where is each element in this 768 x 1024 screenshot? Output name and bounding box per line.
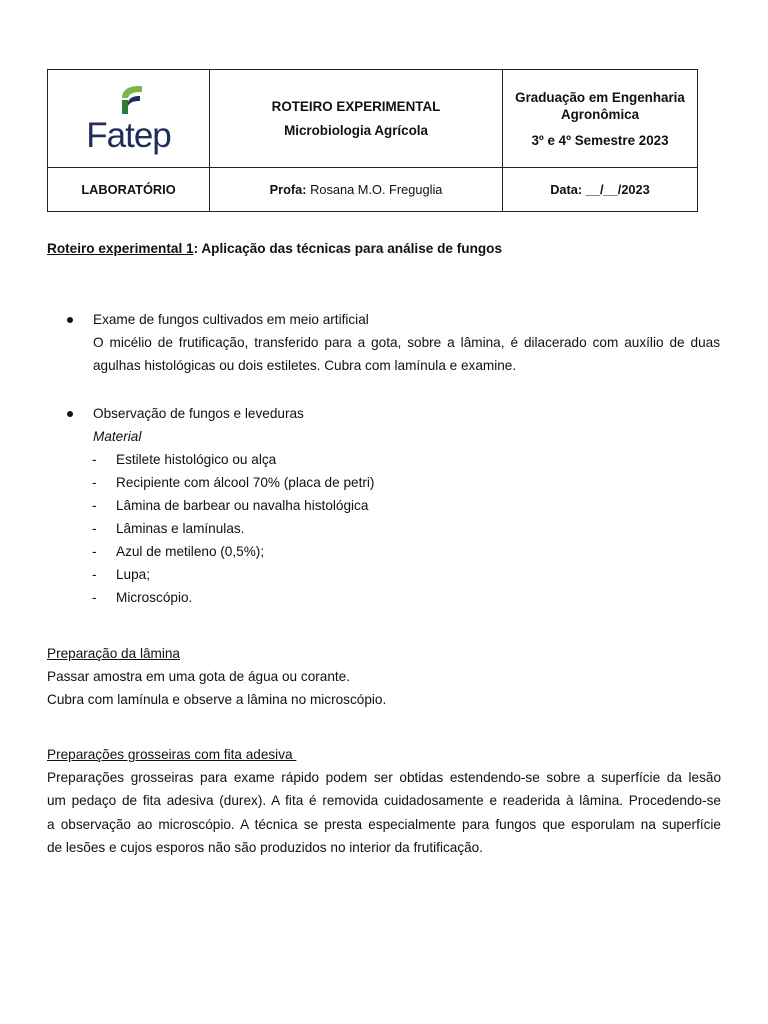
- section1-bullet-text: Exame de fungos cultivados em meio artificial: [93, 312, 369, 327]
- bullet-icon: [67, 411, 73, 417]
- list-dash: -: [92, 590, 97, 605]
- fita-line-1: Preparações grosseiras para exame rápido podem ser obtidas estendendo-se sobre a superfície da lesão: [47, 770, 721, 785]
- fatep-logo: [48, 84, 209, 154]
- document-subtitle: Microbiologia Agrícola: [284, 123, 428, 138]
- fatep-leaf-icon: [118, 84, 146, 116]
- list-dash: -: [92, 452, 97, 467]
- list-dash: -: [92, 567, 97, 582]
- preparacao-heading: Preparação da lâmina: [47, 646, 180, 661]
- fita-line-3: a observação ao microscópio. A técnica se presta especialmente para fungos que esporulam na superfície: [47, 817, 721, 832]
- list-item: Azul de metileno (0,5%);: [116, 544, 265, 559]
- date-field: Data: __/__/2023: [550, 182, 650, 197]
- title-cell: [210, 70, 503, 168]
- document-title: ROTEIRO EXPERIMENTAL: [271, 99, 441, 114]
- preparacao-line-1: Passar amostra em uma gota de água ou corante.: [47, 669, 351, 684]
- list-item: Lâmina de barbear ou navalha histológica: [116, 498, 369, 513]
- section1-line-1: O micélio de frutificação, transferido para a gota, sobre a lâmina, é dilacerado com auxílio de duas: [93, 335, 720, 350]
- fita-line-4: de lesões e cujos esporos não são produzidos no interior da frutificação.: [47, 840, 484, 855]
- material-label: Material: [93, 429, 142, 444]
- header-table: [47, 69, 698, 212]
- preparacao-line-2: Cubra com lamínula e observe a lâmina no microscópio.: [47, 692, 387, 707]
- section1-line-2: agulhas histológicas ou dois estiletes. Cubra com lamínula e examine.: [93, 358, 517, 373]
- logo-cell: [48, 70, 210, 168]
- lab-label: LABORATÓRIO: [81, 182, 176, 197]
- date-cell: [503, 168, 698, 212]
- list-dash: -: [92, 521, 97, 536]
- fita-heading: Preparações grosseiras com fita adesiva: [47, 747, 297, 762]
- prof-label: Profa:: [269, 182, 307, 197]
- course-cell: [503, 70, 698, 168]
- logo-wordmark: Fatep: [86, 115, 171, 155]
- list-dash: -: [92, 544, 97, 559]
- prof-name: Rosana M.O. Freguglia: [306, 182, 443, 197]
- roteiro-heading: [47, 241, 502, 256]
- list-item: Lupa;: [116, 567, 151, 582]
- semester-text: 3º e 4º Semestre 2023: [531, 133, 669, 148]
- list-item: Lâminas e lamínulas.: [116, 521, 245, 536]
- roteiro-heading-text: : Aplicação das técnicas para análise de fungos: [193, 241, 503, 256]
- roteiro-heading-label: Roteiro experimental 1: [47, 241, 194, 256]
- lab-cell: [48, 168, 210, 212]
- prof-cell: [210, 168, 503, 212]
- list-dash: -: [92, 475, 97, 490]
- fita-line-2: um pedaço de fita adesiva (durex). A fita é removida cuidadosamente e readerida à lâmina. Procedendo-se: [47, 793, 721, 808]
- list-item: Microscópio.: [116, 590, 193, 605]
- course-line-1: Graduação em Engenharia: [515, 90, 685, 105]
- list-dash: -: [92, 498, 97, 513]
- list-item: Estilete histológico ou alça: [116, 452, 277, 467]
- bullet-icon: [67, 317, 73, 323]
- list-item: Recipiente com álcool 70% (placa de petri): [116, 475, 375, 490]
- section2-bullet-text: Observação de fungos e leveduras: [93, 406, 304, 421]
- course-line-2: Agronômica: [560, 107, 640, 122]
